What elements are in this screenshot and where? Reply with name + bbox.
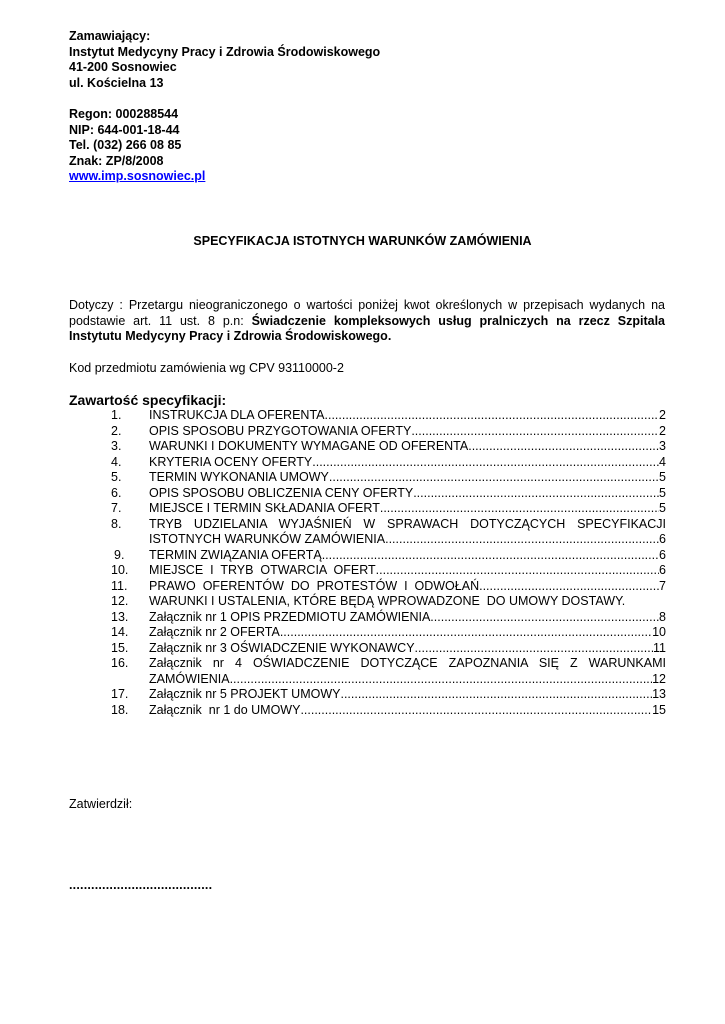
toc-item-page: 6 (659, 532, 666, 546)
toc-item[interactable] (108, 486, 666, 502)
nip-number: NIP: 644-001-18-44 (69, 122, 180, 137)
street-address: ul. Kościelna 13 (69, 75, 164, 90)
toc-item-page: 5 (659, 501, 666, 515)
table-of-contents (108, 408, 666, 718)
toc-item-number: 3. (111, 439, 122, 453)
toc-item-number: 9. (114, 547, 125, 562)
toc-item-title: Załącznik nr 3 OŚWIADCZENIE WYKONAWCY (149, 640, 415, 655)
contracting-authority-header (69, 29, 380, 185)
toc-leader-dots (376, 563, 659, 579)
toc-item[interactable] (108, 641, 666, 657)
website-link[interactable]: www.imp.sosnowiec.pl (69, 169, 206, 184)
toc-leader-dots (380, 501, 659, 517)
toc-item-title: Załącznik nr 5 PROJEKT UMOWY (149, 687, 341, 701)
toc-leader-dots (430, 610, 659, 626)
toc-item-title: KRYTERIA OCENY OFERTY (149, 454, 313, 469)
toc-heading: Zawartość specyfikacji: (69, 392, 227, 408)
toc-leader-dots (322, 548, 659, 564)
toc-item-title-line1: TRYB UDZIELANIA WYJAŚNIEŃ W SPRAWACH DOTYCZĄCYCH SPECYFIKACJI (149, 516, 666, 531)
header-label: Zamawiający: (69, 29, 151, 43)
toc-item-page: 15 (652, 702, 666, 717)
toc-item-number: 1. (111, 408, 122, 422)
toc-leader-dots (312, 455, 659, 471)
toc-item-title: WARUNKI I USTALENIA, KTÓRE BĘDĄ WPROWADZONE DO UMOWY DOSTAWY. (149, 594, 626, 608)
toc-leader-dots (340, 687, 652, 703)
toc-leader-dots (230, 672, 653, 688)
toc-item-page: 8 (659, 609, 666, 624)
toc-item-title: Załącznik nr 2 OFERTA (149, 625, 280, 639)
approved-by-label: Zatwierdził: (69, 797, 133, 811)
toc-item[interactable] (108, 594, 666, 610)
toc-item-title: OPIS SPOSOBU PRZYGOTOWANIA OFERTY (149, 423, 412, 438)
cpv-code: Kod przedmiotu zamówienia wg CPV 93110000-2 (69, 361, 344, 375)
toc-item-title: PRAWO OFERENTÓW DO PROTESTÓW I ODWOŁAŃ (149, 578, 480, 593)
toc-leader-dots (413, 486, 659, 502)
toc-item[interactable] (108, 687, 666, 703)
toc-item-number: 14. (111, 625, 129, 639)
toc-item-title: MIEJSCE I TRYB OTWARCIA OFERT (149, 563, 376, 577)
toc-leader-dots (385, 532, 659, 548)
toc-item-page: 6 (659, 547, 666, 562)
toc-item-title: Załącznik nr 1 OPIS PRZEDMIOTU ZAMÓWIENIA (149, 609, 431, 624)
toc-item-number: 4. (111, 454, 122, 469)
toc-leader-dots (468, 439, 659, 455)
toc-item[interactable] (108, 455, 666, 471)
signature-line: ....................................... (69, 878, 213, 892)
toc-item-number: 10. (111, 563, 129, 577)
intro-text: Dotyczy : Przetargu nieograniczonego o wartości poniżej kwot określonych w przepisach wydanych na podstawie art. 11 ust. 8 p.n: (69, 298, 665, 328)
toc-item[interactable] (108, 424, 666, 440)
phone-number: Tel. (032) 266 08 85 (69, 138, 182, 153)
toc-leader-dots (325, 408, 660, 424)
intro-paragraph (69, 298, 665, 345)
reference-mark: Znak: ZP/8/2008 (69, 153, 164, 168)
toc-item-number: 12. (111, 594, 129, 608)
toc-item-number: 2. (111, 423, 122, 438)
toc-item-number: 18. (111, 702, 129, 717)
header-spacer (69, 91, 380, 107)
toc-item[interactable] (108, 408, 666, 424)
toc-item-title-line2: ISTOTNYCH WARUNKÓW ZAMÓWIENIA (149, 532, 386, 546)
toc-item[interactable] (108, 517, 666, 548)
toc-leader-dots (300, 703, 652, 719)
toc-item-page: 5 (659, 485, 666, 500)
toc-item[interactable] (108, 548, 666, 564)
toc-item-page: 6 (659, 563, 666, 577)
toc-item-page: 13 (652, 687, 666, 701)
toc-leader-dots (280, 625, 652, 641)
regon-number: Regon: 000288544 (69, 106, 179, 121)
toc-leader-dots (411, 424, 659, 440)
toc-item-page: 10 (652, 625, 666, 639)
toc-item[interactable] (108, 470, 666, 486)
toc-item-number: 15. (111, 640, 129, 655)
document-title: SPECYFIKACJA ISTOTNYCH WARUNKÓW ZAMÓWIENIA (193, 234, 532, 248)
toc-item-page: 2 (659, 408, 666, 422)
institute-name: Instytut Medycyny Pracy i Zdrowia Środowiskowego (69, 44, 381, 59)
toc-item-title: WARUNKI I DOKUMENTY WYMAGANE OD OFERENTA (149, 439, 469, 453)
toc-item-page: 12 (652, 671, 666, 686)
toc-leader-dots (415, 641, 653, 657)
toc-item-number: 8. (111, 516, 122, 531)
toc-item-page: 7 (659, 578, 666, 593)
toc-item-page: 3 (659, 439, 666, 453)
toc-item[interactable] (108, 703, 666, 719)
toc-item-number: 7. (111, 501, 122, 515)
toc-item[interactable] (108, 501, 666, 517)
toc-item-title: INSTRUKCJA DLA OFERENTA (149, 408, 325, 422)
toc-item[interactable] (108, 563, 666, 579)
toc-item-page: 4 (659, 454, 666, 469)
toc-item[interactable] (108, 579, 666, 595)
toc-item-page: 2 (659, 423, 666, 438)
toc-item[interactable] (108, 439, 666, 455)
toc-item-number: 5. (111, 470, 122, 484)
toc-item-title: OPIS SPOSOBU OBLICZENIA CENY OFERTY (149, 485, 414, 500)
toc-item-number: 17. (111, 687, 129, 701)
toc-item-number: 6. (111, 485, 122, 500)
toc-item-title: TERMIN WYKONANIA UMOWY (149, 470, 329, 484)
toc-item-title: Załącznik nr 1 do UMOWY (149, 702, 301, 717)
toc-item[interactable] (108, 656, 666, 687)
toc-item-title: TERMIN ZWIĄZANIA OFERTĄ (149, 547, 322, 562)
toc-item[interactable] (108, 610, 666, 626)
toc-leader-dots (329, 470, 659, 486)
toc-item-number: 13. (111, 609, 129, 624)
toc-item[interactable] (108, 625, 666, 641)
toc-item-number: 16. (111, 656, 129, 670)
toc-item-title-line1: Załącznik nr 4 OŚWIADCZENIE DOTYCZĄCE ZAPOZNANIA SIĘ Z WARUNKAMI (149, 656, 666, 670)
toc-item-title: MIEJSCE I TERMIN SKŁADANIA OFERT (149, 501, 380, 515)
toc-item-page: 11 (653, 640, 666, 655)
toc-item-title-line2: ZAMÓWIENIA (149, 671, 230, 686)
toc-leader-dots (479, 579, 659, 595)
postal-city: 41-200 Sosnowiec (69, 60, 177, 75)
toc-item-number: 11. (111, 578, 128, 593)
toc-item-page: 5 (659, 470, 666, 484)
intro-subject: Świadczenie kompleksowych usług pralniczych na rzecz Szpitala Instytutu Medycyny Pracy i Zdrowia Środowiskowego. (69, 313, 665, 343)
